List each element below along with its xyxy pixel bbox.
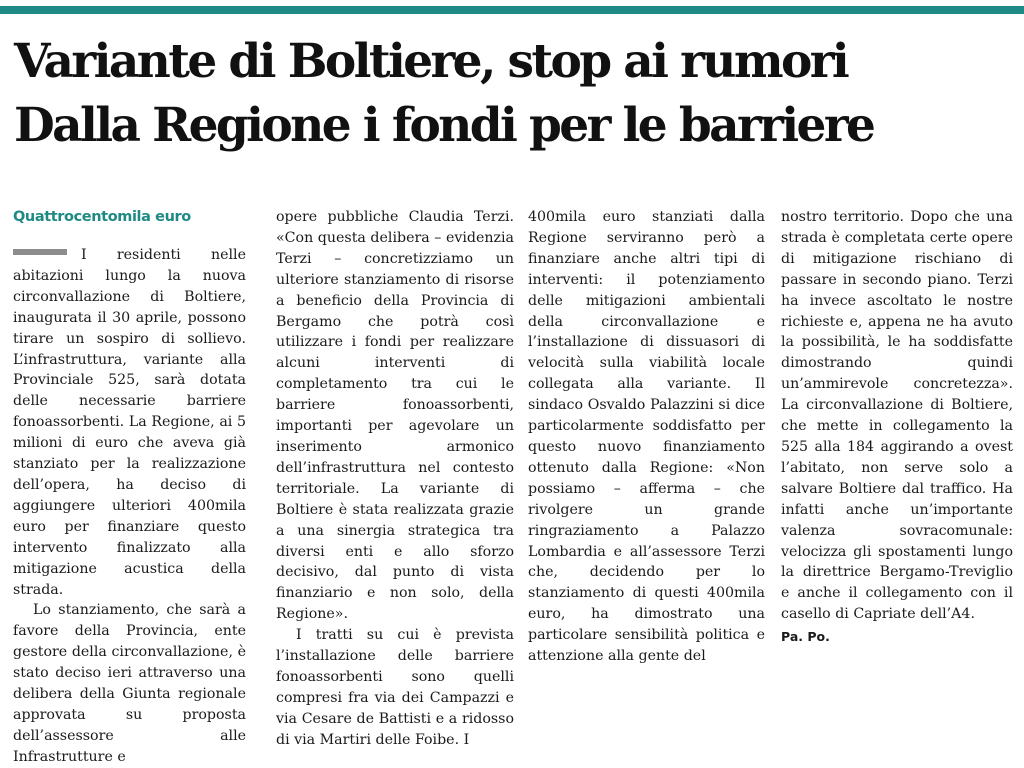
paragraph: Lo stanziamento, che sarà a favore della Provincia, ente gestore della circonvallazione, è stato deciso ieri attraverso una delibera della Giunta regionale approvata su proposta dell’assessore alle Infrastrutture e bbox=[13, 602, 246, 765]
paragraph bbox=[13, 245, 246, 600]
headline-line-1: Variante di Boltiere, stop ai rumori bbox=[14, 34, 848, 89]
paragraph: I tratti su cui è prevista l’installazione delle barriere fonoassorbenti sono quelli compresi fra via dei Campazzi e via Cesare de Battisti e a ridosso di via Martiri delle Foibe. I bbox=[276, 627, 514, 748]
top-accent-bar bbox=[0, 6, 1024, 14]
paragraph-text: I residenti nelle abitazioni lungo la nuova circonvallazione di Boltiere, inaugurata il 30 aprile, possono tirare un sospiro di sollievo. L’infrastruttura, variante alla Provinciale 525, sarà dotata delle necessarie barriere fonoassorbenti. La Regione, ai 5 milioni di euro che aveva già stanziato per la realizzazione dell’opera, ha deciso di aggiungere ulteriori 400mila euro per finanziare questo intervento finalizzato alla mitigazione acustica della strada. bbox=[13, 247, 246, 598]
kicker: Quattrocentomila euro bbox=[13, 209, 191, 225]
paragraph: 400mila euro stanziati dalla Regione serviranno però a finanziare anche altri tipi di interventi: il potenziamento delle mitigazioni ambientali della circonvallazione e l’installazione di dissuasori di velocità sulla viabilità locale collegata alla variante. Il sindaco Osvaldo Palazzini si dice particolarmente soddisfatto per questo nuovo finanziamento ottenuto dalla Regione: «Non possiamo – afferma – che rivolgere un grande ringraziamento a Palazzo Lombardia e all’assessore Terzi che, decidendo per lo stanziamento di questi 400mila euro, ha dimostrato una particolare sensibilità politica e attenzione alla gente del bbox=[528, 209, 765, 665]
column-1 bbox=[13, 207, 246, 768]
headline bbox=[14, 30, 1014, 158]
column-3 bbox=[528, 207, 765, 667]
paragraph: nostro territorio. Dopo che una strada è completata certe opere di mitigazione rischiano di passare in secondo piano. Terzi ha invece ascoltato le nostre richieste e, appena ne ha avuto la possibilità, le ha soddisfatte dimostrando quindi un’ammirevole concretezza». La circonvallazione di Boltiere, che mette in collegamento la 525 alla 184 aggirando a ovest l’abitato, non serve solo a salvare Boltiere dal traffico. Ha infatti anche un’importante valenza sovracomunale: velocizza gli spostamenti lungo la direttrice Bergamo-Treviglio e anche il collegamento con il casello di Capriate dell’A4. bbox=[781, 209, 1013, 623]
column-2 bbox=[276, 207, 514, 751]
lead-rule bbox=[13, 249, 67, 255]
headline-line-2: Dalla Regione i fondi per le barriere bbox=[14, 98, 874, 153]
author-signature: Pa. Po. bbox=[781, 629, 830, 645]
paragraph: opere pubbliche Claudia Terzi. «Con questa delibera – evidenzia Terzi – concretizziamo un ulteriore stanziamento di risorse a beneficio della Provincia di Bergamo che potrà così utilizzare i fondi per realizzare alcuni interventi di completamento tra cui le barriere fonoassorbenti, importanti per agevolare un inserimento armonico dell’infrastruttura nel contesto territoriale. La variante di Boltiere è stata realizzata grazie a una sinergia strategica tra diversi enti e allo sforzo decisivo, dal punto di vista finanziario e non solo, della Regione». bbox=[276, 209, 514, 623]
column-4 bbox=[781, 207, 1013, 648]
